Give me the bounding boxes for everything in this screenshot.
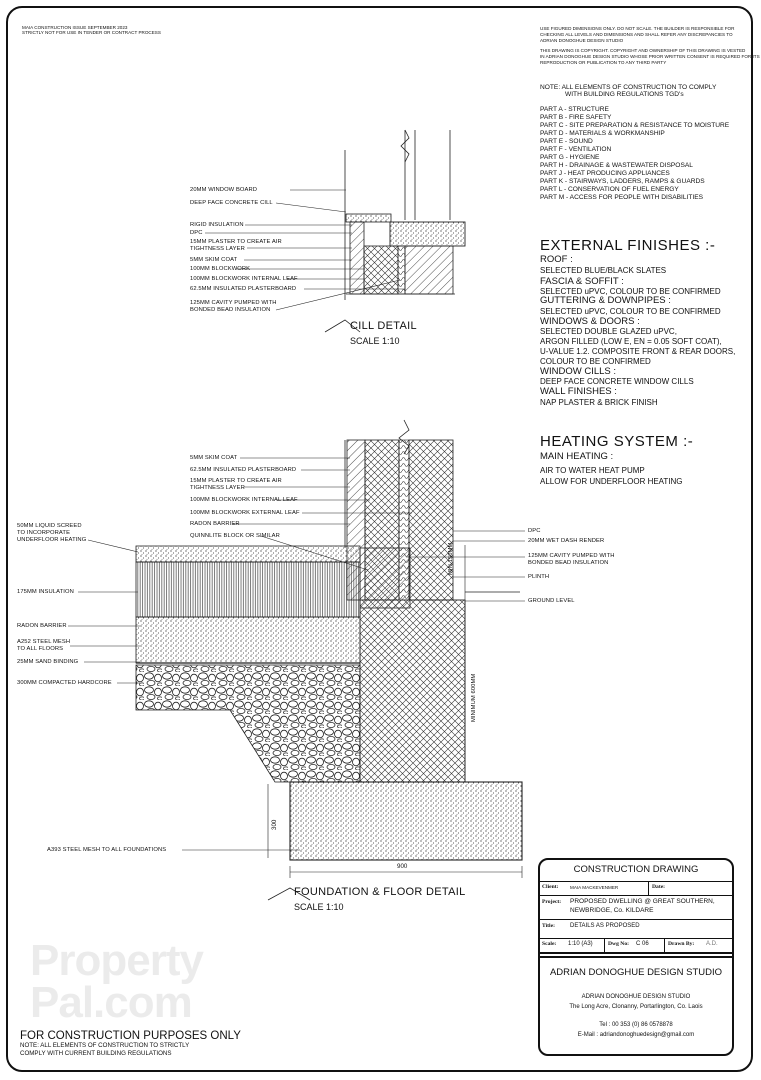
regs-part: PART H - DRAINAGE & WASTEWATER DISPOSAL bbox=[540, 162, 693, 169]
project-line: PROPOSED DWELLING @ GREAT SOUTHERN, bbox=[570, 898, 715, 905]
disclaimer-line: USE FIGURED DIMENSIONS ONLY. DO NOT SCALE. THE BUILDER IS RESPONSIBLE FOR bbox=[540, 26, 735, 31]
floor-label: RADON BARRIER bbox=[17, 623, 67, 629]
cill-detail-graphic bbox=[325, 130, 465, 332]
external-label: 125MM CAVITY PUMPED WITH bbox=[528, 553, 615, 559]
dwg-value: C 06 bbox=[636, 941, 649, 947]
finish-value: SELECTED DOUBLE GLAZED uPVC, bbox=[540, 327, 677, 336]
scale-value: 1:10 (A3) bbox=[568, 941, 593, 947]
cill-detail-title: CILL DETAIL bbox=[350, 320, 417, 332]
regs-part: PART L - CONSERVATION OF FUEL ENERGY bbox=[540, 186, 679, 193]
finish-subheading: ROOF : bbox=[540, 254, 573, 265]
regs-part: PART B - FIRE SAFETY bbox=[540, 114, 612, 121]
disclaimer-line: ADRIAN DONOGHUE DESIGN STUDIO bbox=[540, 38, 624, 43]
title-value: DETAILS AS PROPOSED bbox=[570, 923, 640, 929]
watermark-logo bbox=[30, 936, 203, 1027]
cill-label: BONDED BEAD INSULATION bbox=[190, 307, 271, 313]
heating-value: ALLOW FOR UNDERFLOOR HEATING bbox=[540, 477, 683, 486]
heating-subheading: MAIN HEATING : bbox=[540, 451, 614, 462]
finish-value: DEEP FACE CONCRETE WINDOW CILLS bbox=[540, 377, 694, 386]
floor-label: 300MM COMPACTED HARDCORE bbox=[17, 680, 112, 686]
dimension-min-150: MIN 150MM bbox=[448, 542, 454, 575]
cill-label: DEEP FACE CONCRETE CILL bbox=[190, 200, 273, 206]
external-finishes-heading: EXTERNAL FINISHES :- bbox=[540, 237, 716, 254]
cill-label: 5MM SKIM COAT bbox=[190, 257, 238, 263]
cill-label: 100MM BLOCKWORK INTERNAL LEAF bbox=[190, 276, 298, 282]
finish-value: COLOUR TO BE CONFIRMED bbox=[540, 357, 651, 366]
finish-subheading: WINDOW CILLS : bbox=[540, 366, 617, 377]
studio-address: The Long Acre, Clonanny, Portarlington, Co. Laois bbox=[569, 1004, 703, 1010]
cill-label: 15MM PLASTER TO CREATE AIR bbox=[190, 239, 282, 245]
dimension-300: 300 bbox=[271, 819, 278, 830]
external-label: 20MM WET DASH RENDER bbox=[528, 538, 605, 544]
title-block bbox=[538, 858, 734, 1056]
finish-value: SELECTED BLUE/BLACK SLATES bbox=[540, 266, 667, 275]
regs-part: PART J - HEAT PRODUCING APPLIANCES bbox=[540, 170, 670, 177]
studio-email: E-Mail : adriandonoghuedesign@gmail.com bbox=[577, 1032, 695, 1038]
regs-part: PART D - MATERIALS & WORKMANSHIP bbox=[540, 130, 665, 137]
cill-label: TIGHTNESS LAYER bbox=[190, 246, 245, 252]
regs-part: PART C - SITE PREPARATION & RESISTANCE TO MOISTURE bbox=[540, 122, 730, 129]
client-value: MAIA MACKEVENMER bbox=[570, 885, 619, 890]
floor-label: UNDERFLOOR HEATING bbox=[17, 537, 87, 543]
finish-subheading: GUTTERING & DOWNPIPES : bbox=[540, 295, 671, 306]
heating-value: AIR TO WATER HEAT PUMP bbox=[540, 466, 645, 475]
title-label: Title: bbox=[542, 923, 555, 929]
regs-part: PART E - SOUND bbox=[540, 138, 593, 145]
cill-label: 100MM BLOCKWORK bbox=[190, 266, 251, 272]
regs-part: PART A - STRUCTURE bbox=[540, 106, 609, 113]
heating-heading: HEATING SYSTEM :- bbox=[540, 433, 694, 450]
regs-part: PART F - VENTILATION bbox=[540, 146, 612, 153]
cill-detail-scale: SCALE 1:10 bbox=[350, 336, 400, 346]
drawn-value: A.D. bbox=[706, 941, 718, 947]
client-label: Client: bbox=[542, 884, 559, 890]
regs-note: NOTE: ALL ELEMENTS OF CONSTRUCTION TO COMPLY bbox=[540, 84, 717, 91]
foundation-detail-graphic bbox=[136, 420, 522, 900]
cill-label: RIGID INSULATION bbox=[190, 222, 244, 228]
cill-label: 125MM CAVITY PUMPED WITH bbox=[190, 300, 277, 306]
foundation-wall-label: TIGHTNESS LAYER bbox=[190, 485, 245, 491]
footer-note: COMPLY WITH CURRENT BUILDING REGULATIONS bbox=[20, 1050, 172, 1057]
project-line: NEWBRIDGE, Co. KILDARE bbox=[570, 907, 654, 914]
foundation-detail-scale: SCALE 1:10 bbox=[294, 902, 344, 912]
foundation-wall-label: 5MM SKIM COAT bbox=[190, 455, 238, 461]
finish-value: ARGON FILLED (LOW E, EN = 0.05 SOFT COAT), bbox=[540, 337, 722, 346]
finish-subheading: WALL FINISHES : bbox=[540, 386, 617, 397]
studio-name-small: ADRIAN DONOGHUE DESIGN STUDIO bbox=[581, 994, 691, 1000]
finish-value: SELECTED uPVC, COLOUR TO BE CONFIRMED bbox=[540, 287, 721, 296]
finish-value: U-VALUE 1.2. COMPOSITE FRONT & REAR DOORS, bbox=[540, 347, 736, 356]
regs-part: PART M - ACCESS FOR PEOPLE WITH DISABILITIES bbox=[540, 194, 704, 201]
external-label: DPC bbox=[528, 528, 541, 534]
studio-tel: Tel : 00 353 (0) 86 0578878 bbox=[599, 1022, 673, 1028]
studio-name: ADRIAN DONOGHUE DESIGN STUDIO bbox=[549, 967, 723, 978]
floor-label: A393 STEEL MESH TO ALL FOUNDATIONS bbox=[47, 847, 167, 853]
copyright-line: THIS DRAWING IS COPYRIGHT. COPYRIGHT AND OWNERSHIP OF THIS DRAWING IS VESTED bbox=[540, 48, 746, 53]
floor-label: 25MM SAND BINDING bbox=[17, 659, 79, 665]
issue-restriction: STRICTLY NOT FOR USE IN TENDER OR CONTRACT PROCESS bbox=[22, 30, 161, 35]
foundation-wall-label: 15MM PLASTER TO CREATE AIR bbox=[190, 478, 282, 484]
floor-label: A252 STEEL MESH bbox=[17, 639, 71, 645]
external-label: PLINTH bbox=[528, 574, 550, 580]
floor-label: TO ALL FLOORS bbox=[17, 646, 64, 652]
date-label: Date: bbox=[652, 884, 666, 890]
foundation-wall-label: RADON BARRIER bbox=[190, 521, 240, 527]
finish-subheading: FASCIA & SOFFIT : bbox=[540, 276, 624, 287]
project-label: Project: bbox=[542, 899, 562, 905]
drawn-label: Drawn By: bbox=[668, 941, 695, 947]
foundation-detail-title: FOUNDATION & FLOOR DETAIL bbox=[294, 886, 466, 898]
finish-value: SELECTED uPVC, COLOUR TO BE CONFIRMED bbox=[540, 307, 721, 316]
copyright-line: REPRODUCTION OR PUBLICATION TO ANY THIRD PARTY bbox=[540, 60, 667, 65]
external-label: GROUND LEVEL bbox=[528, 598, 575, 604]
foundation-wall-label: 62.5MM INSULATED PLASTERBOARD bbox=[190, 467, 297, 473]
foundation-wall-label: QUINNLITE BLOCK OR SIMILAR bbox=[190, 533, 280, 539]
regs-part: PART G - HYGIENE bbox=[540, 154, 600, 161]
dimension-min-600: MINIMUM 600MM bbox=[471, 673, 477, 722]
external-label: BONDED BEAD INSULATION bbox=[528, 560, 609, 566]
issue-note: MAIA CONSTRUCTION ISSUE SEPTEMBER 2023 bbox=[22, 25, 128, 30]
title-block-heading: CONSTRUCTION DRAWING bbox=[573, 864, 699, 875]
regs-note-cont: WITH BUILDING REGULATIONS TGD's bbox=[565, 91, 684, 98]
footer-heading: FOR CONSTRUCTION PURPOSES ONLY bbox=[20, 1030, 241, 1042]
copyright-line: IN ADRIAN DONOGHUE DESIGN STUDIO WHOSE PRIOR WRITTEN CONSENT IS REQUIRED FOR ITS bbox=[540, 54, 760, 59]
foundation-wall-label: 100MM BLOCKWORK EXTERNAL LEAF bbox=[190, 510, 300, 516]
dimension-900: 900 bbox=[397, 863, 408, 870]
footer-note: NOTE: ALL ELEMENTS OF CONSTRUCTION TO STRICTLY bbox=[20, 1042, 190, 1049]
cill-label: 62.5MM INSULATED PLASTERBOARD bbox=[190, 286, 297, 292]
floor-label: 50MM LIQUID SCREED bbox=[17, 523, 82, 529]
floor-label: TO INCORPORATE bbox=[17, 530, 71, 536]
dwg-label: Dwg No: bbox=[608, 941, 629, 947]
watermark-line: Property bbox=[30, 936, 203, 985]
cill-label: DPC bbox=[190, 230, 203, 236]
scale-label: Scale: bbox=[542, 941, 557, 947]
disclaimer-line: CHECKING ALL LEVELS AND DIMENSIONS AND SHALL REFER ANY DISCREPANCIES TO bbox=[540, 32, 733, 37]
finish-value: NAP PLASTER & BRICK FINISH bbox=[540, 398, 658, 407]
cill-label: 20MM WINDOW BOARD bbox=[190, 187, 258, 193]
watermark-line: Pal.com bbox=[30, 977, 192, 1027]
finish-subheading: WINDOWS & DOORS : bbox=[540, 316, 640, 327]
floor-label: 175MM INSULATION bbox=[17, 589, 74, 595]
foundation-wall-label: 100MM BLOCKWORK INTERNAL LEAF bbox=[190, 497, 298, 503]
regs-part: PART K - STAIRWAYS, LADDERS, RAMPS & GUARDS bbox=[540, 178, 705, 185]
